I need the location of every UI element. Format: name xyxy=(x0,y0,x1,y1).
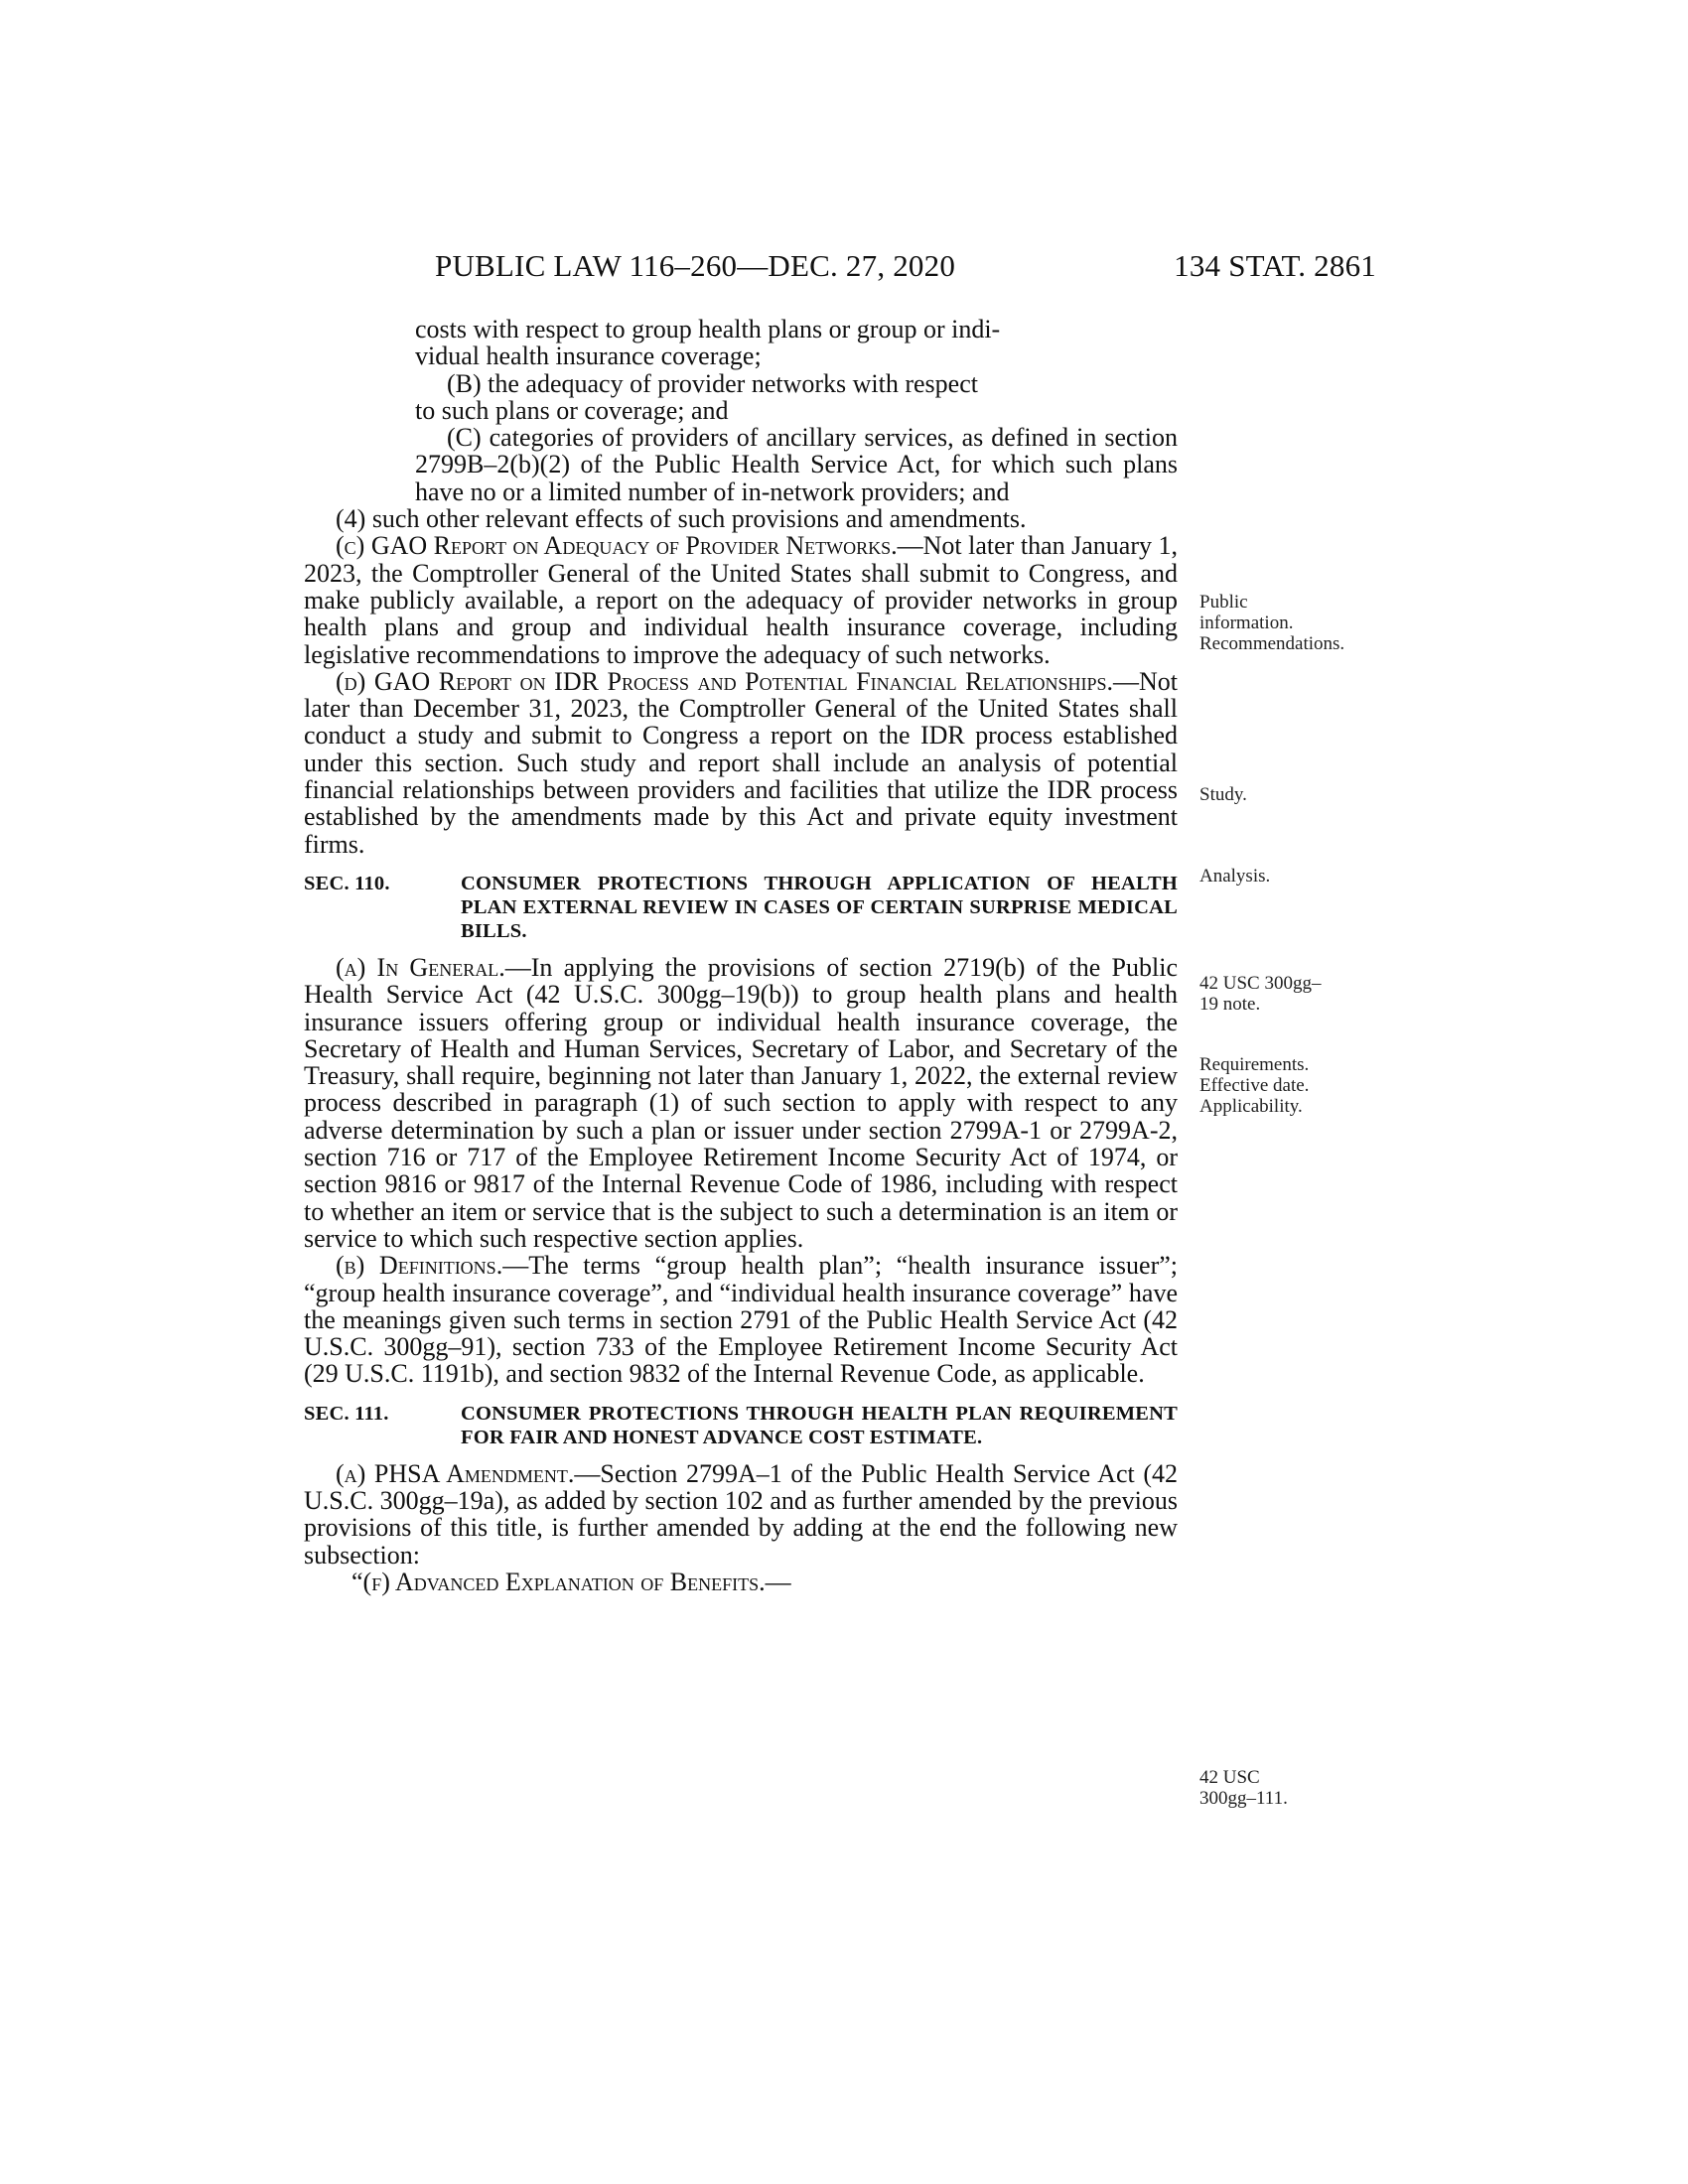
subsection-c-heading: (c) GAO Report on Adequacy of Provider Networks. xyxy=(336,531,898,561)
section-110-a-heading: (a) In General. xyxy=(336,952,505,982)
section-110-number: SEC. 110. xyxy=(304,872,390,894)
section-111-a-heading: (a) PHSA Amendment. xyxy=(336,1458,575,1488)
subsection-c xyxy=(304,532,1178,667)
public-law-heading: PUBLIC LAW 116–260—DEC. 27, 2020 xyxy=(435,248,956,283)
margin-note-study: Study. xyxy=(1199,784,1247,805)
document-body xyxy=(304,316,1178,1595)
section-111-a-text: —Section 2799A–1 of the Public Health Service Act (42 U.S.C. 300gg–19a), as added by section 102 and as further amended by the previous provisions of this title, is further amended by adding at the end the following new subsection: xyxy=(304,1458,1178,1570)
subsection-d xyxy=(304,668,1178,858)
margin-note-42usc-300gg19: 42 USC 300gg–19 note. xyxy=(1199,973,1322,1015)
statute-page-number: 134 STAT. 2861 xyxy=(1174,248,1376,283)
running-head xyxy=(435,248,1376,288)
para-4-effects: (4) such other relevant effects of such provisions and amendments. xyxy=(336,504,1027,534)
subsection-c-text: —Not later than January 1, 2023, the Comptroller General of the United States shall submit to Congress, and make publicly available, a report on the adequacy of provider networks in group health plans and group and individual health insurance coverage, including legislative recommendations to improve the adequacy of such networks. xyxy=(304,531,1178,669)
section-110-b xyxy=(304,1252,1178,1387)
section-110-heading xyxy=(304,872,1178,943)
subsection-d-text: —Not later than December 31, 2023, the Comptroller General of the United States shall conduct a study and submit to Congress a report on the IDR process established under this section. Such study and report shall include an analysis of potential financial relationships between providers and facilities that utilize the IDR process established by the amendments made by this Act and private equity investment firms. xyxy=(304,666,1178,859)
margin-note-public-information: Public information. Recommendations. xyxy=(1199,592,1345,654)
section-111-number: SEC. 111. xyxy=(304,1402,389,1425)
margin-note-analysis: Analysis. xyxy=(1199,866,1271,887)
para-costs-line1: costs with respect to group health plans or group or indi- xyxy=(415,315,1001,343)
subsection-f-heading: “(f) Advanced Explanation of Benefits.— xyxy=(352,1567,791,1596)
margin-note-requirements: Requirements. Effective date. Applicability. xyxy=(1199,1054,1310,1117)
section-110-b-heading: (b) Definitions. xyxy=(336,1251,503,1281)
para-c-ancillary: (C) categories of providers of ancillary services, as defined in section 2799B–2(b)(2) of the Public Health Service Act, for which such plans have no or a limited number of in-network providers; and xyxy=(415,423,1178,506)
section-110-title: CONSUMER PROTECTIONS THROUGH APPLICATION OF HEALTH PLAN EXTERNAL REVIEW IN CASES OF CERTAIN SURPRISE MEDICAL BILLS. xyxy=(461,872,1178,942)
section-111-a xyxy=(304,1460,1178,1569)
section-110-a xyxy=(304,954,1178,1252)
subsection-d-heading: (d) GAO Report on IDR Process and Potential Financial Relationships. xyxy=(336,666,1113,696)
section-111-heading xyxy=(304,1402,1178,1449)
section-110-a-text: —In applying the provisions of section 2719(b) of the Public Health Service Act (42 U.S.C. 300gg–19(b)) to group health plans and health insurance issuers offering group or individual health insurance coverage, the Secretary of Health and Human Services, Secretary of Labor, and Secretary of the Treasury, shall require, beginning not later than January 1, 2022, the external review process described in paragraph (1) of such section to apply with respect to any adverse determination by such a plan or issuer under section 2799A-1 or 2799A-2, section 716 or 717 of the Employee Retirement Income Security Act of 1974, or section 9816 or 9817 of the Internal Revenue Code of 1986, including with respect to whether an item or service that is the subject to such a determination is an item or service to which such respective section applies. xyxy=(304,952,1178,1253)
para-b-line2: to such plans or coverage; and xyxy=(415,395,729,425)
margin-note-42usc-300gg111: 42 USC 300gg–111. xyxy=(1199,1767,1288,1809)
para-b-line1: (B) the adequacy of provider networks with respect xyxy=(447,368,978,398)
para-costs-line2: vidual health insurance coverage; xyxy=(415,341,762,371)
section-111-title: CONSUMER PROTECTIONS THROUGH HEALTH PLAN REQUIREMENT FOR FAIR AND HONEST ADVANCE COST ESTIMATE. xyxy=(461,1402,1178,1448)
section-110-b-text: —The terms “group health plan”; “health insurance issuer”; “group health insurance coverage”, and “individual health insurance coverage” have the meanings given such terms in section 2791 of the Public Health Service Act (42 U.S.C. 300gg–91), section 733 of the Employee Retirement Income Security Act (29 U.S.C. 1191b), and section 9832 of the Internal Revenue Code, as applicable. xyxy=(304,1251,1178,1389)
